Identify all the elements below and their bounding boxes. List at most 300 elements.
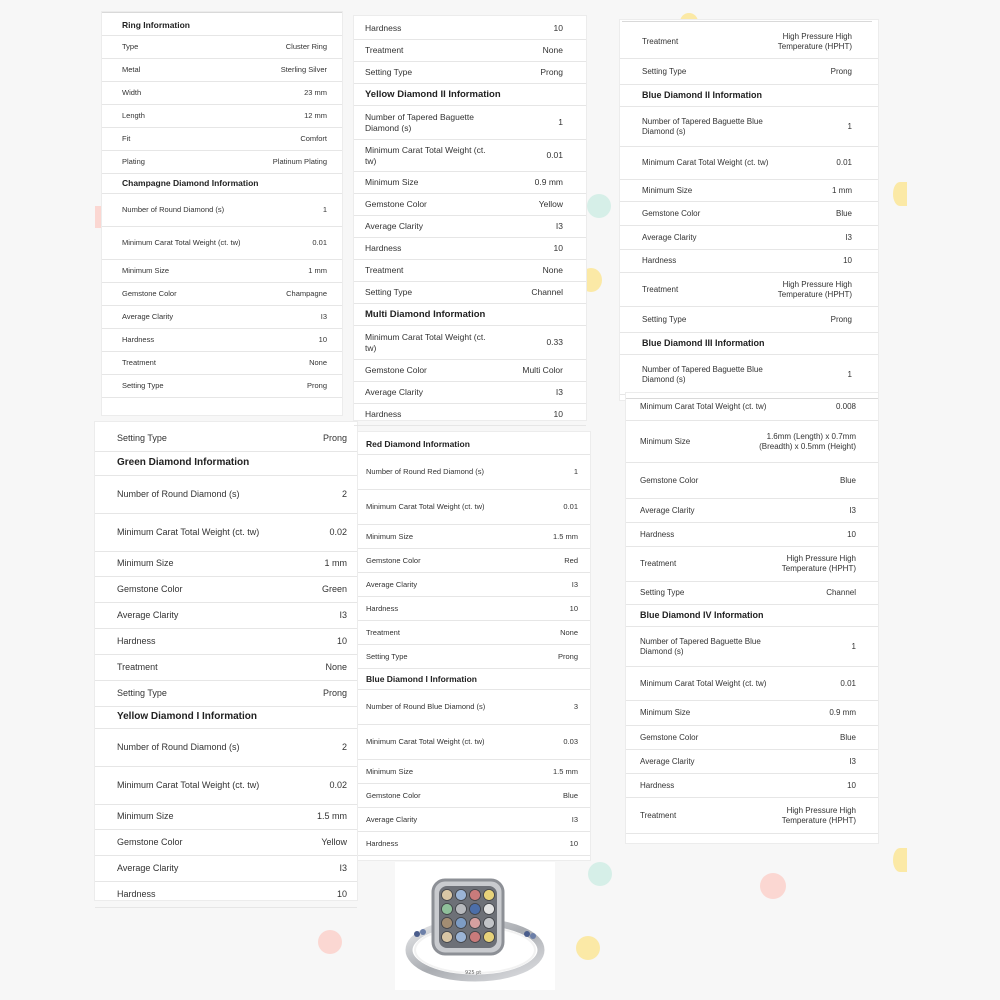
yellow-multi-diamond-panel	[354, 16, 586, 420]
spec-row	[620, 180, 878, 202]
spec-row	[620, 59, 878, 85]
spec-row	[626, 726, 878, 750]
spec-row	[102, 306, 342, 329]
spec-value: 3	[573, 702, 578, 712]
spec-value: 0.01	[836, 158, 852, 167]
spec-label: Average Clarity	[640, 756, 695, 766]
spec-row	[102, 227, 342, 260]
spec-value: Prong	[557, 651, 578, 661]
spec-label: Gemstone Color	[640, 475, 699, 485]
spec-value: 1.5 mm	[552, 531, 578, 541]
spec-value: 10	[553, 23, 563, 34]
spec-label: Hardness	[117, 888, 156, 899]
spec-label: Average Clarity	[122, 312, 174, 322]
spec-label: Setting Type	[365, 67, 413, 78]
spec-label: Minimum Size	[117, 811, 174, 822]
ring-info-panel	[102, 12, 342, 415]
spec-row	[358, 455, 590, 490]
spec-label: Minimum Carat Total Weight (ct. tw)	[117, 526, 260, 537]
spec-row	[95, 805, 357, 830]
spec-row	[95, 767, 357, 805]
spec-value: 0.01	[840, 678, 856, 688]
spec-row	[95, 655, 357, 681]
hallmark-stamp: 925 pt	[465, 970, 482, 976]
spec-label: Treatment	[640, 810, 677, 820]
spec-value: None	[542, 45, 563, 56]
spec-value: Blue	[562, 790, 578, 800]
spec-value: I3	[555, 221, 563, 232]
section-title: Blue Diamond I Information	[366, 673, 477, 684]
spec-label: Minimum Size	[366, 766, 414, 776]
spec-value: 10	[843, 256, 852, 265]
ring-image	[395, 862, 555, 990]
spec-row	[102, 194, 342, 227]
blue-diamond-ii-iii-panel	[620, 20, 878, 400]
spec-row	[626, 750, 878, 774]
spec-label: Average Clarity	[365, 221, 423, 232]
spec-label: Number of Round Diamond (s)	[122, 205, 225, 215]
gem-stone	[470, 904, 481, 915]
red-blue-diamond-panel	[358, 432, 590, 860]
spec-label: Treatment	[640, 559, 677, 568]
spec-value: None	[542, 265, 563, 276]
gem-stone	[442, 904, 453, 915]
spec-row	[358, 621, 590, 645]
spec-row	[354, 260, 586, 282]
spec-row	[95, 681, 357, 707]
spec-row	[626, 667, 878, 701]
spec-label: Average Clarity	[640, 505, 695, 515]
spec-label: Minimum Carat Total Weight (ct. tw)	[642, 158, 769, 167]
spec-label: Number of Tapered Baguette Blue Diamond (s)	[642, 364, 763, 384]
spec-value: Red	[564, 555, 578, 565]
paper-edge	[622, 21, 872, 22]
spec-value: Channel	[531, 287, 563, 298]
gem-stone	[456, 932, 467, 943]
spec-row	[354, 404, 586, 426]
spec-row	[626, 421, 878, 463]
spec-label: Average Clarity	[117, 862, 179, 873]
spec-label: Width	[122, 88, 142, 98]
spec-value: 1	[573, 467, 578, 477]
spec-value: I3	[339, 609, 347, 620]
spec-row	[620, 307, 878, 333]
section-title: Yellow Diamond I Information	[117, 711, 258, 723]
spec-row	[358, 525, 590, 549]
spec-value: I3	[849, 505, 856, 515]
spec-label: Gemstone Color	[365, 365, 427, 376]
spec-row	[102, 375, 342, 398]
gem-stone	[470, 890, 481, 901]
spec-value: None	[309, 358, 327, 368]
spec-value: 10	[336, 888, 347, 899]
spec-label: Treatment	[642, 284, 679, 294]
spec-row	[626, 499, 878, 523]
spec-value: 1 mm	[832, 185, 852, 195]
paper-edge	[626, 398, 878, 399]
spec-label: Number of Round Diamond (s)	[117, 741, 240, 752]
spec-row	[95, 729, 357, 767]
spec-value: Green	[321, 583, 347, 594]
spec-value: 1.6mm (Length) x 0.7mm (Breadth) x 0.5mm (Height)	[759, 431, 856, 451]
spec-label: Number of Tapered Baguette Blue Diamond (s)	[642, 116, 763, 136]
spec-value: Blue	[835, 208, 852, 218]
spec-row	[102, 105, 342, 128]
spec-value: Blue	[839, 475, 856, 485]
spec-value: 2	[341, 741, 347, 752]
spec-value: I3	[849, 756, 856, 766]
spec-value: Prong	[540, 67, 563, 78]
confetti-dot	[588, 862, 612, 886]
spec-label: Setting Type	[642, 314, 687, 324]
spec-row	[102, 128, 342, 151]
spec-value: I3	[339, 862, 347, 873]
spec-value: 0.33	[546, 337, 563, 348]
spec-row	[354, 172, 586, 194]
spec-row	[95, 830, 357, 856]
spec-row	[95, 603, 357, 629]
confetti-dot	[893, 182, 907, 206]
spec-label: Average Clarity	[365, 387, 423, 398]
spec-value: 0.03	[563, 737, 578, 747]
spec-label: Gemstone Color	[365, 199, 427, 210]
spec-label: Minimum Carat Total Weight (ct. tw)	[640, 678, 767, 688]
gem-stone	[484, 904, 495, 915]
spec-value: 0.01	[546, 150, 563, 161]
spec-row	[102, 283, 342, 306]
spec-value: 1	[322, 205, 327, 215]
spec-row	[102, 352, 342, 375]
spec-value: Cluster Ring	[285, 42, 327, 52]
spec-label: Gemstone Color	[117, 583, 183, 594]
spec-row	[95, 577, 357, 603]
spec-row	[102, 260, 342, 283]
spec-row	[95, 426, 357, 452]
spec-value: 1 mm	[308, 266, 327, 276]
section-title: Ring Information	[122, 20, 190, 31]
spec-label: Hardness	[365, 243, 402, 254]
spec-label: Gemstone Color	[366, 790, 421, 800]
spec-label: Minimum Carat Total Weight (ct. tw)	[117, 779, 260, 790]
spec-label: Treatment	[117, 661, 158, 672]
spec-label: Hardness	[366, 603, 399, 613]
spec-row	[354, 216, 586, 238]
spec-value: I3	[845, 232, 852, 242]
spec-label: Minimum Carat Total Weight (ct. tw)	[366, 502, 485, 512]
spec-label: Treatment	[366, 627, 400, 637]
confetti-dot	[587, 194, 611, 218]
spec-row	[354, 62, 586, 84]
spec-row	[95, 856, 357, 882]
section-heading	[95, 452, 357, 476]
gem-stone	[484, 918, 495, 929]
spec-row	[358, 645, 590, 669]
section-heading	[354, 304, 586, 326]
spec-value: None	[325, 661, 347, 672]
spec-row	[354, 140, 586, 172]
spec-row	[102, 59, 342, 82]
spec-label: Plating	[122, 157, 145, 167]
spec-value: Prong	[830, 314, 852, 324]
spec-label: Average Clarity	[117, 609, 179, 620]
spec-value: 2	[341, 488, 347, 499]
spec-label: Gemstone Color	[640, 732, 699, 742]
spec-label: Metal	[122, 65, 141, 75]
spec-row	[620, 226, 878, 250]
spec-row	[95, 514, 357, 552]
spec-label: Number of Round Diamond (s)	[117, 488, 240, 499]
section-heading	[354, 84, 586, 106]
blue-diamond-iii-iv-panel	[626, 393, 878, 843]
confetti-dot	[893, 848, 907, 872]
spec-row	[358, 573, 590, 597]
spec-value: Prong	[322, 432, 347, 443]
spec-value: 0.02	[329, 526, 347, 537]
spec-label: Setting Type	[640, 588, 685, 597]
spec-row	[102, 82, 342, 105]
spec-label: Gemstone Color	[117, 836, 183, 847]
spec-label: Gemstone Color	[122, 289, 177, 299]
spec-row	[354, 238, 586, 260]
spec-row	[358, 725, 590, 760]
spec-label: Hardness	[640, 780, 675, 790]
spec-label: Number of Tapered Baguette Diamond (s)	[365, 111, 474, 133]
spec-row	[620, 107, 878, 147]
spec-row	[354, 194, 586, 216]
spec-value: 10	[847, 780, 856, 790]
spec-value: I3	[571, 579, 578, 589]
spec-label: Average Clarity	[366, 579, 418, 589]
spec-row	[102, 329, 342, 352]
section-heading	[95, 707, 357, 729]
spec-row	[102, 36, 342, 59]
spec-label: Minimum Size	[640, 436, 691, 446]
spec-value: Channel	[826, 588, 856, 597]
spec-row	[626, 547, 878, 582]
spec-row	[358, 784, 590, 808]
section-title: Blue Diamond II Information	[642, 89, 763, 100]
ring-icon	[395, 862, 555, 990]
spec-value: High Pressure High Temperature (HPHT)	[781, 805, 856, 825]
gem-stone	[484, 890, 495, 901]
spec-label: Hardness	[365, 409, 402, 420]
spec-row	[358, 690, 590, 725]
spec-row	[620, 355, 878, 395]
spec-value: None	[560, 627, 578, 637]
spec-value: 1 mm	[324, 558, 347, 569]
spec-label: Fit	[122, 134, 131, 144]
section-heading	[358, 669, 590, 690]
spec-label: Minimum Size	[366, 531, 414, 541]
spec-row	[626, 774, 878, 798]
section-heading	[620, 85, 878, 107]
spec-row	[354, 40, 586, 62]
spec-value: I3	[571, 814, 578, 824]
spec-row	[95, 476, 357, 514]
spec-row	[354, 18, 586, 40]
spec-value: I3	[320, 312, 327, 322]
spec-label: Treatment	[365, 265, 404, 276]
gem-stone	[442, 918, 453, 929]
spec-label: Minimum Size	[117, 558, 174, 569]
spec-label: Number of Tapered Baguette Blue Diamond (s)	[640, 636, 761, 656]
section-title: Red Diamond Information	[366, 439, 470, 450]
gem-stone	[484, 932, 495, 943]
spec-value: Blue	[839, 732, 856, 742]
spec-row	[620, 202, 878, 226]
confetti-dot	[318, 930, 342, 954]
spec-label: Treatment	[122, 358, 156, 368]
spec-value: Yellow	[321, 836, 347, 847]
spec-row	[102, 151, 342, 174]
spec-label: Hardness	[365, 23, 402, 34]
gem-stone	[470, 918, 481, 929]
spec-label: Minimum Carat Total Weight (ct. tw)	[366, 737, 485, 747]
spec-label: Minimum Size	[642, 185, 693, 195]
spec-value: 10	[318, 335, 327, 345]
section-heading	[102, 174, 342, 194]
spec-label: Setting Type	[642, 66, 687, 76]
spec-label: Minimum Carat Total Weight (ct. tw)	[365, 331, 486, 353]
section-title: Multi Diamond Information	[365, 308, 486, 320]
paper-edge	[102, 12, 342, 13]
spec-row	[354, 326, 586, 360]
spec-label: Minimum Carat Total Weight (ct. tw)	[122, 238, 241, 248]
spec-value: 1.5 mm	[552, 766, 578, 776]
section-title: Blue Diamond IV Information	[640, 609, 764, 620]
spec-label: Minimum Size	[365, 177, 419, 188]
gem-stone	[456, 890, 467, 901]
spec-row	[354, 382, 586, 404]
section-title: Champagne Diamond Information	[122, 178, 259, 189]
spec-label: Treatment	[365, 45, 404, 56]
section-heading	[102, 16, 342, 36]
spec-value: Platinum Plating	[272, 157, 327, 167]
spec-value: 0.9 mm	[829, 708, 856, 717]
spec-value: 12 mm	[304, 111, 327, 121]
spec-row	[358, 808, 590, 832]
gem-stone	[456, 918, 467, 929]
spec-row	[358, 760, 590, 784]
spec-label: Gemstone Color	[366, 555, 421, 565]
spec-label: Setting Type	[366, 651, 408, 661]
spec-label: Average Clarity	[642, 232, 697, 242]
spec-label: Hardness	[642, 256, 677, 265]
spec-label: Hardness	[117, 635, 156, 646]
confetti-dot	[576, 936, 600, 960]
spec-value: High Pressure High Temperature (HPHT)	[781, 554, 856, 573]
spec-value: 1.5 mm	[316, 811, 347, 822]
spec-row	[358, 832, 590, 856]
section-title: Blue Diamond III Information	[642, 337, 765, 348]
spec-row	[626, 523, 878, 547]
spec-value: 1	[847, 121, 852, 131]
spec-value: 23 mm	[304, 88, 327, 98]
spec-row	[626, 582, 878, 605]
spec-value: Champagne	[286, 289, 327, 299]
spec-row	[620, 26, 878, 59]
spec-value: Comfort	[300, 134, 327, 144]
spec-row	[626, 463, 878, 499]
spec-label: Length	[122, 111, 145, 121]
section-heading	[358, 435, 590, 455]
spec-value: 10	[569, 838, 578, 848]
spec-value: Prong	[830, 66, 852, 76]
spec-label: Minimum Size	[122, 266, 170, 276]
gem-stone	[442, 890, 453, 901]
gem-stone	[470, 932, 481, 943]
spec-row	[626, 701, 878, 726]
section-heading	[626, 605, 878, 627]
section-title: Yellow Diamond II Information	[365, 88, 501, 100]
spec-label: Number of Round Red Diamond (s)	[366, 467, 484, 477]
spec-label: Gemstone Color	[642, 208, 701, 218]
spec-label: Minimum Carat Total Weight (ct. tw)	[365, 144, 486, 166]
spec-label: Setting Type	[365, 287, 413, 298]
spec-value: Sterling Silver	[280, 65, 327, 75]
spec-value: 1	[851, 641, 856, 651]
spec-row	[95, 629, 357, 655]
spec-label: Hardness	[122, 335, 155, 345]
spec-label: Minimum Size	[640, 708, 691, 717]
spec-value: Prong	[322, 687, 347, 698]
spec-value: 10	[336, 635, 347, 646]
spec-row	[620, 250, 878, 273]
spec-row	[626, 627, 878, 667]
spec-value: 1	[847, 369, 852, 379]
spec-row	[620, 273, 878, 307]
spec-value: Yellow	[538, 199, 563, 210]
spec-label: Type	[122, 42, 139, 52]
section-heading	[620, 333, 878, 355]
spec-row	[358, 490, 590, 525]
spec-row	[354, 282, 586, 304]
spec-value: Multi Color	[522, 365, 563, 376]
spec-label: Hardness	[640, 529, 675, 539]
spec-value: 0.01	[563, 502, 578, 512]
spec-value: 1	[558, 117, 563, 128]
gem-stone	[456, 904, 467, 915]
spec-label: Treatment	[642, 37, 679, 46]
spec-value: 0.9 mm	[534, 177, 563, 188]
spec-value: 10	[569, 603, 578, 613]
spec-value: I3	[555, 387, 563, 398]
gem-stone	[442, 932, 453, 943]
confetti-dot	[760, 873, 786, 899]
spec-label: Setting Type	[122, 381, 164, 391]
spec-row	[95, 882, 357, 908]
section-title: Green Diamond Information	[117, 457, 250, 469]
spec-label: Average Clarity	[366, 814, 418, 824]
spec-value: 10	[847, 529, 856, 539]
spec-value: High Pressure High Temperature (HPHT)	[777, 279, 852, 299]
spec-label: Hardness	[366, 838, 399, 848]
spec-label: Minimum Carat Total Weight (ct. tw)	[640, 401, 767, 411]
spec-row	[620, 147, 878, 180]
spec-value: 10	[553, 243, 563, 254]
spec-row	[354, 360, 586, 382]
green-yellow-diamond-panel	[95, 422, 357, 900]
spec-value: Prong	[306, 381, 327, 391]
spec-value: 0.01	[312, 238, 327, 248]
spec-row	[358, 597, 590, 621]
spec-row	[626, 798, 878, 834]
spec-label: Number of Round Blue Diamond (s)	[366, 702, 486, 712]
spec-row	[358, 549, 590, 573]
spec-value: 0.02	[329, 779, 347, 790]
spec-label: Setting Type	[117, 432, 167, 443]
spec-row	[354, 106, 586, 140]
